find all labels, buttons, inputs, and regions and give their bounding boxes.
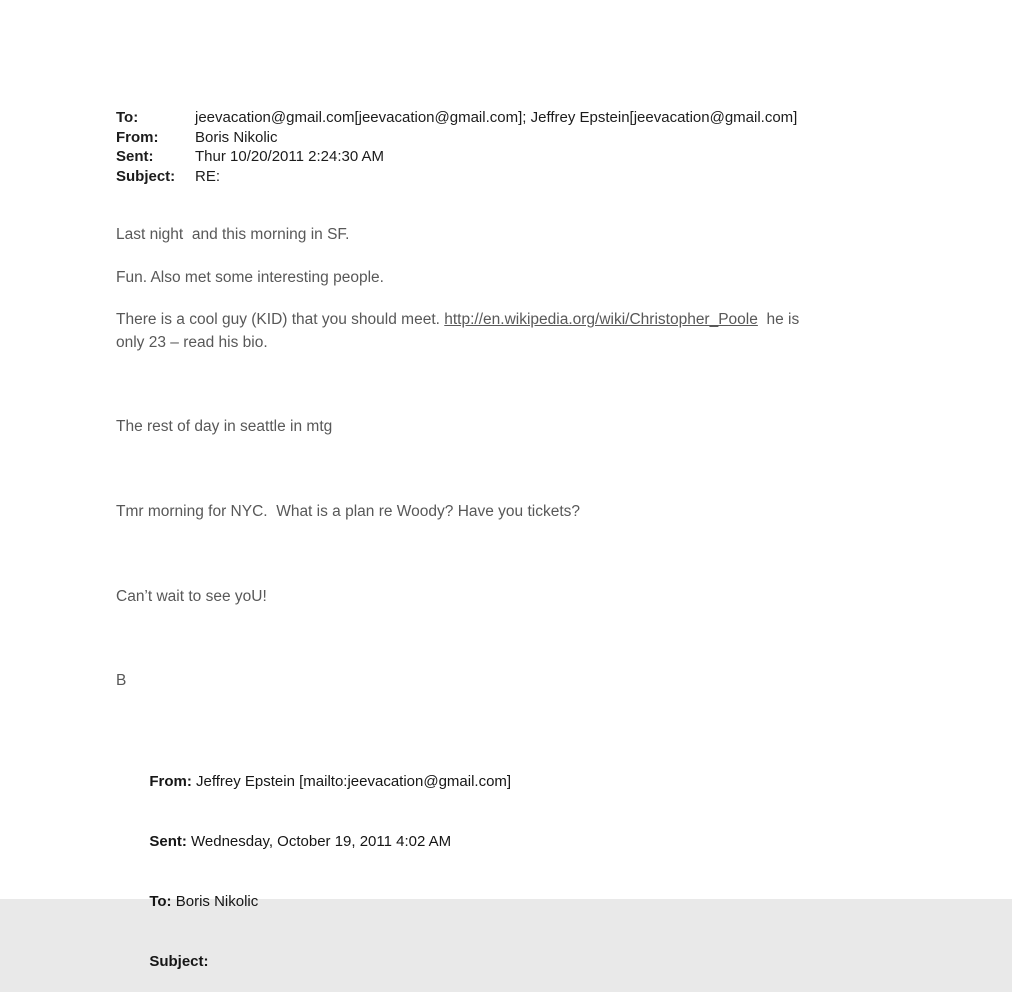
- header-row-to: [116, 108, 920, 128]
- cool-guy-line2: only 23 – read his bio.: [116, 334, 268, 351]
- header-value-to: jeevacation@gmail.com[jeevacation@gmail.com]; Jeffrey Epstein[jeevacation@gmail.com]: [195, 109, 798, 126]
- quoted-row-subject: [116, 932, 920, 992]
- header-row-sent: [116, 147, 920, 167]
- quoted-row-to: [116, 872, 920, 932]
- header-value-sent: Thur 10/20/2011 2:24:30 AM: [195, 148, 385, 165]
- email-header: [116, 108, 920, 186]
- paragraph-fun: Fun. Also met some interesting people.: [116, 269, 384, 286]
- header-label-subject: Subject:: [116, 167, 176, 185]
- quoted-label-sent: Sent:: [149, 833, 187, 850]
- quoted-label-subject: Subject:: [149, 953, 209, 970]
- paragraph-cool-guy: [116, 308, 916, 354]
- quoted-value-sent: Wednesday, October 19, 2011 4:02 AM: [186, 833, 452, 850]
- paragraph-seattle: The rest of day in seattle in mtg: [116, 418, 333, 435]
- header-label-sent: Sent:: [116, 148, 154, 165]
- paragraph-nyc: Tmr morning for NYC. What is a plan re Woody? Have you tickets?: [116, 503, 581, 520]
- quoted-label-from: From:: [149, 773, 192, 790]
- cool-guy-text-before: There is a cool guy (KID) that you should meet.: [116, 311, 445, 328]
- quoted-value-from: Jeffrey Epstein [mailto:jeevacation@gmail.com]: [191, 773, 512, 790]
- header-value-from: Boris Nikolic: [195, 128, 278, 146]
- quoted-row-sent: [116, 812, 920, 872]
- paragraph-last-night: Last night and this morning in SF.: [116, 226, 350, 243]
- header-row-from: [116, 128, 920, 148]
- header-label-from: From:: [116, 128, 159, 146]
- quoted-row-from: [116, 752, 920, 812]
- quoted-value-to: Boris Nikolic: [171, 893, 259, 910]
- cool-guy-text-after: he is: [757, 311, 800, 328]
- quoted-email-header: [116, 752, 920, 992]
- header-value-subject: RE:: [195, 167, 221, 185]
- signature-initial: B: [116, 672, 127, 689]
- email-body: [116, 223, 916, 692]
- header-label-to: To:: [116, 109, 139, 126]
- header-row-subject: [116, 167, 920, 187]
- paragraph-cant-wait: Can’t wait to see yoU!: [116, 588, 267, 605]
- wikipedia-link[interactable]: http://en.wikipedia.org/wiki/Christopher_Poole: [444, 311, 758, 328]
- quoted-label-to: To:: [149, 893, 172, 910]
